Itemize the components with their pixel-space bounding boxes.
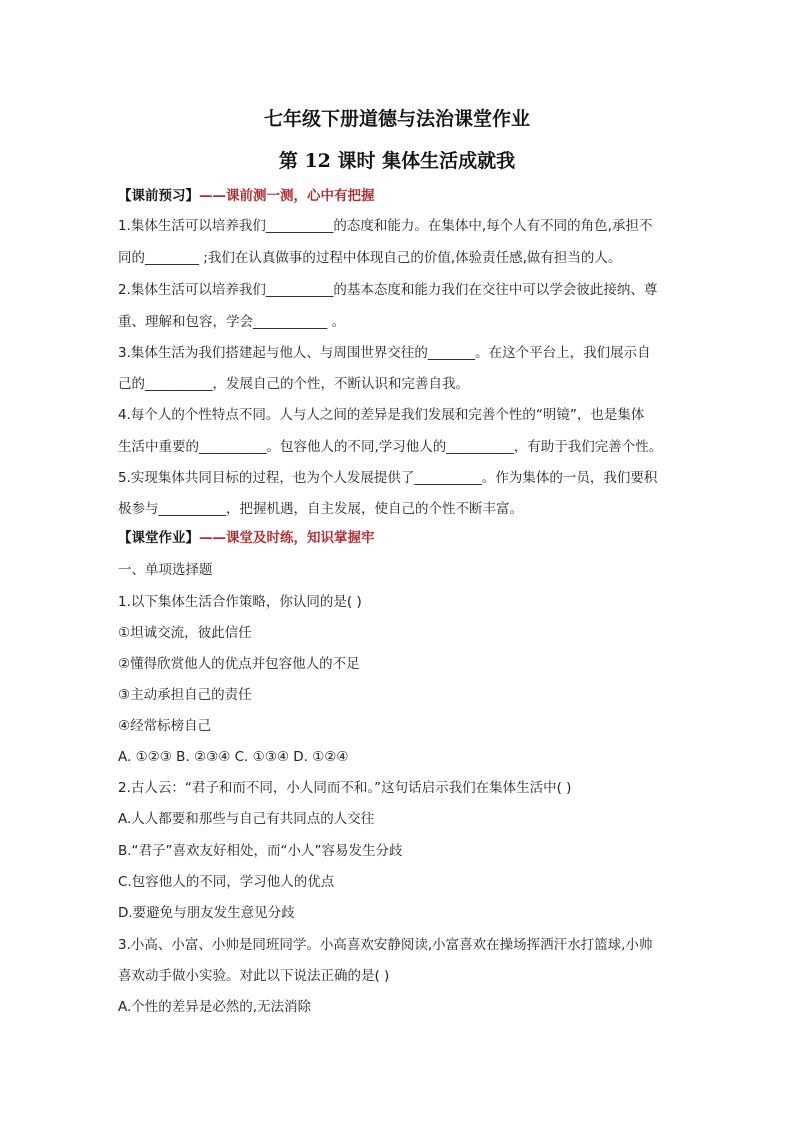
question-stem: 2.古人云：“君子和而不同，小人同而不和。”这句话启示我们在集体生活中( ) [118, 780, 572, 796]
text-line: 5.实现集体共同目标的过程，也为个人发展提供了__________。作为集体的一员，我们要积 [118, 470, 658, 486]
page-title: 七年级下册道德与法治课堂作业 [263, 108, 530, 130]
text-line: 2.集体生活可以培养我们__________的基本态度和能力我们在交往中可以学会彼此接纳、尊 [118, 282, 658, 298]
section-tag: 【课堂作业】 [118, 530, 199, 546]
question-stem: 3.小高、小富、小帅是同班同学。小高喜欢安静阅读,小富喜欢在操场挥洒汗水打篮球,小帅 [118, 937, 653, 953]
section-subtitle: ——课前测一测，心中有把握 [199, 188, 375, 204]
text-line: 1.集体生活可以培养我们__________的态度和能力。在集体中,每个人有不同的角色,承担不 [118, 218, 653, 234]
answer-choices: A. ①②③ B. ②③④ C. ①③④ D. ①②④ [118, 749, 349, 765]
text-line: 4.每个人的个性特点不同。人与人之间的差异是我们发展和完善个性的“明镜”，也是集体 [118, 407, 645, 423]
option-line: ③主动承担自己的责任 [118, 687, 252, 703]
option-line: A.个性的差异是必然的,无法消除 [118, 999, 312, 1015]
text-line: 重、理解和包容，学会___________ 。 [118, 314, 346, 330]
lesson-title: 第 12 课时 集体生活成就我 [278, 150, 516, 172]
text-line: 极参与__________，把握机遇，自主发展，使自己的个性不断丰富。 [118, 501, 523, 517]
text-line: 生活中重要的__________。包容他人的不同,学习他人的__________，有助于我们完善个性。 [118, 439, 663, 455]
text-line: 同的________ ;我们在认真做事的过程中体现自己的价值,体验责任感,做有担当的人。 [118, 250, 622, 266]
option-line: ②懂得欣赏他人的优点并包容他人的不足 [118, 656, 360, 672]
section-subtitle: ——课堂及时练，知识掌握牢 [199, 530, 375, 546]
option-line: B.“君子”喜欢友好相处，而“小人”容易发生分歧 [118, 843, 403, 859]
text-line: 己的__________，发展自己的个性，不断认识和完善自我。 [118, 376, 469, 392]
option-line: ④经常标榜自己 [118, 718, 212, 734]
question-stem: 1.以下集体生活合作策略，你认同的是( ) [118, 594, 362, 610]
section-preview-heading [118, 186, 688, 206]
question-stem: 喜欢动手做小实验。对此以下说法正确的是( ) [118, 968, 390, 984]
section-classwork-heading [118, 528, 688, 548]
option-line: ①坦诚交流，彼此信任 [118, 625, 252, 641]
option-line: A.人人都要和那些与自己有共同点的人交往 [118, 811, 375, 827]
text-line: 3.集体生活为我们搭建起与他人、与周围世界交往的_______。在这个平台上，我们展示自 [118, 345, 651, 361]
question-type-heading: 一、单项选择题 [118, 562, 213, 578]
option-line: C.包容他人的不同，学习他人的优点 [118, 874, 335, 890]
option-line: D.要避免与朋友发生意见分歧 [118, 905, 295, 921]
section-tag: 【课前预习】 [118, 188, 199, 204]
